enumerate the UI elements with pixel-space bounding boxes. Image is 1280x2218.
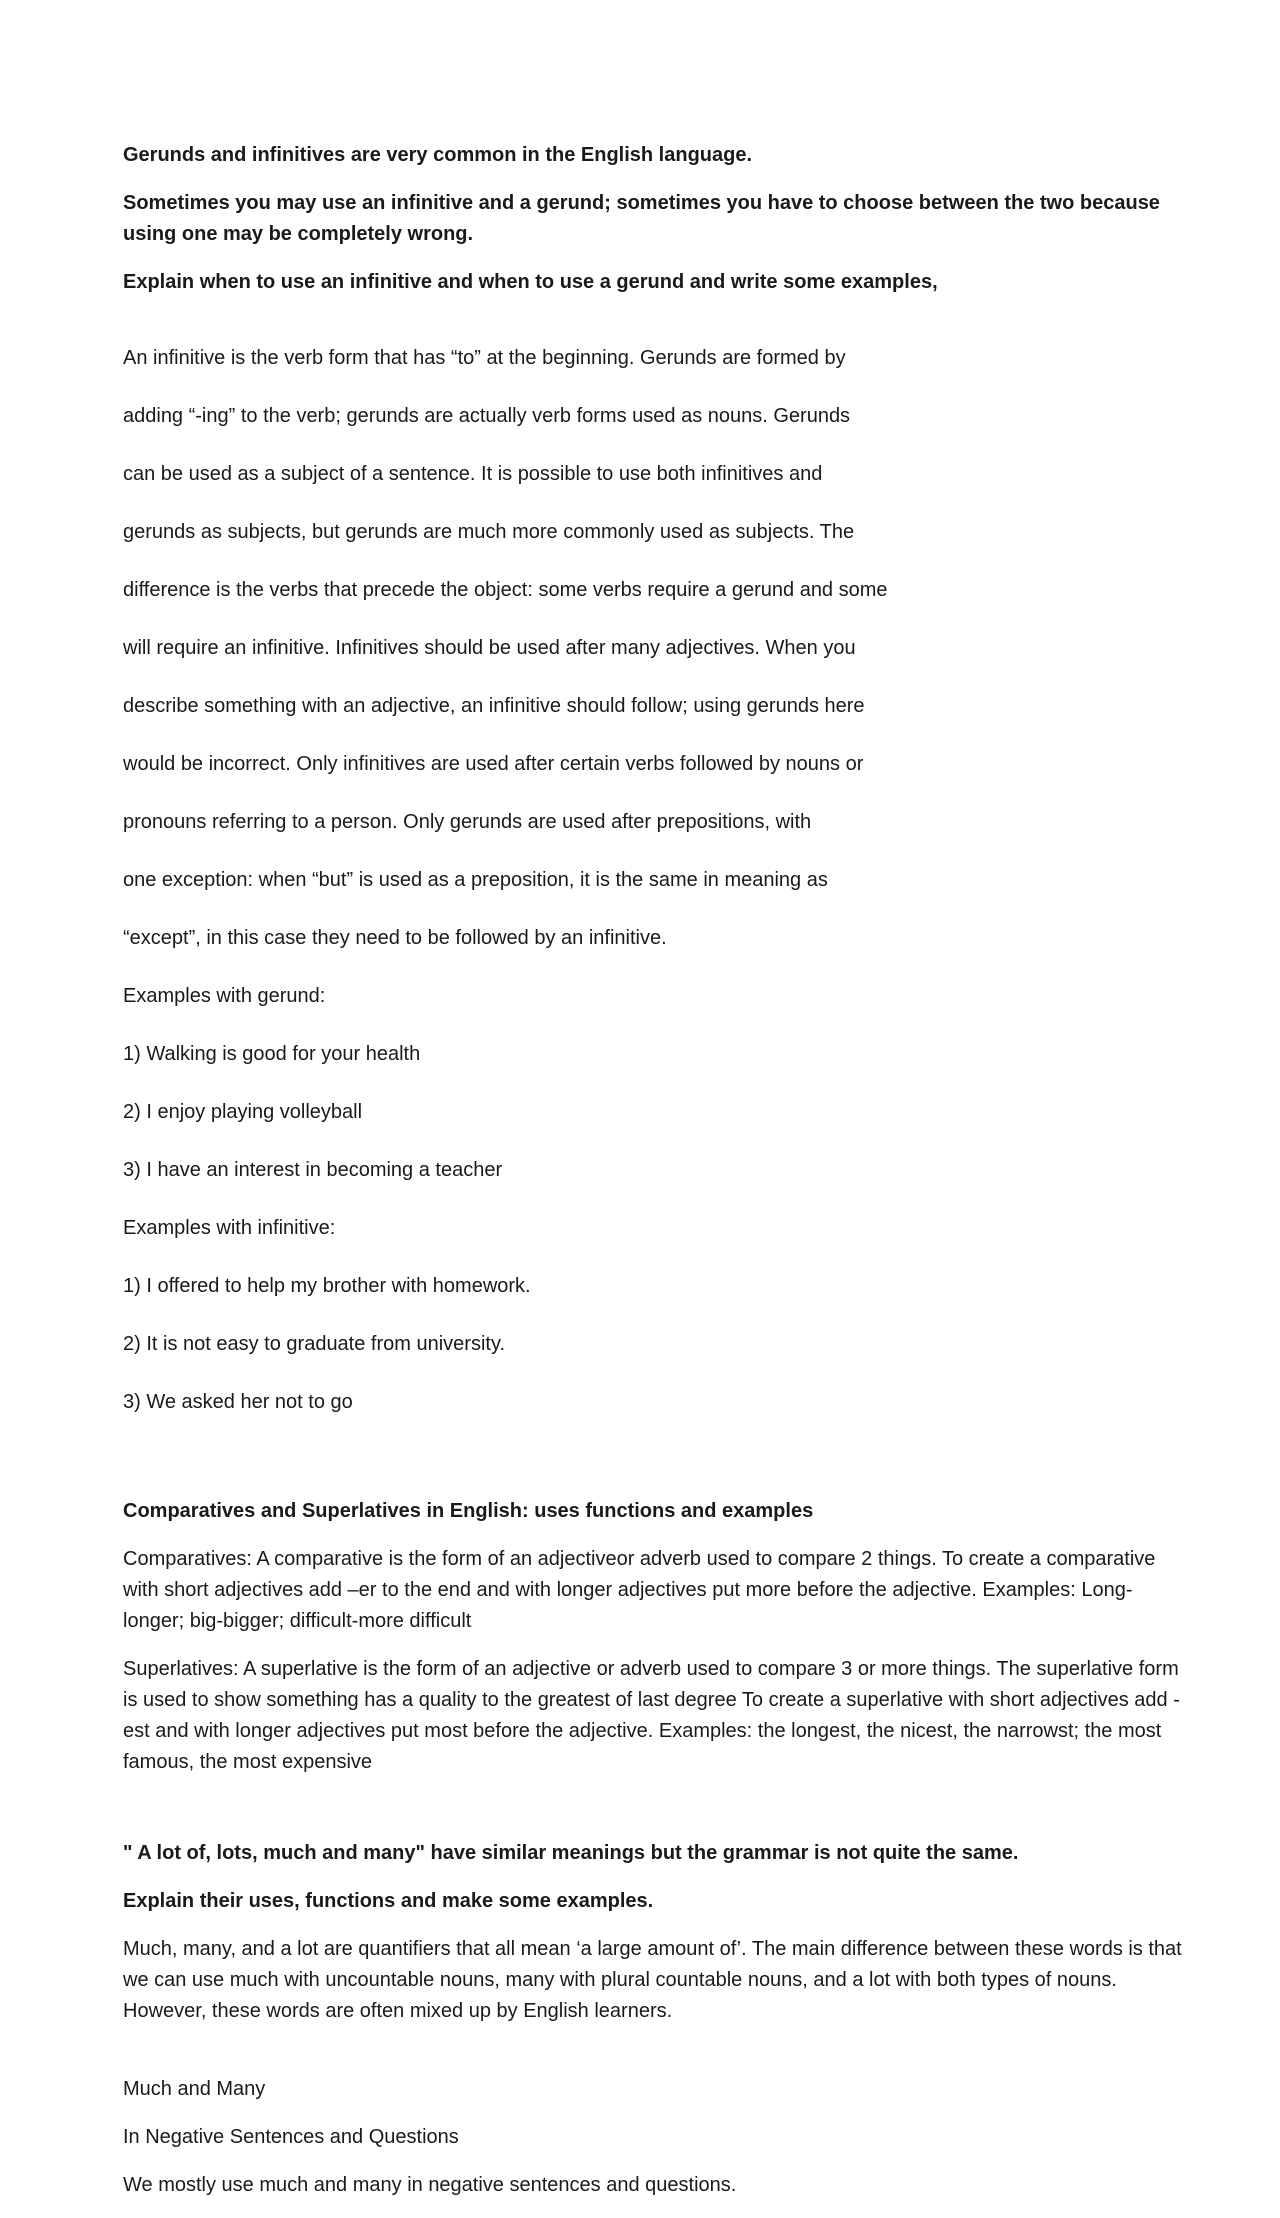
- comparatives-paragraph: Comparatives: A comparative is the form of an adjectiveor adverb used to compare 2 things. To create a comparative with short adjectives add –er to the end and with longer adjectives put more before the adjective. Examples: Long-longer; big-bigger; difficult-more difficult: [123, 1548, 1156, 1632]
- section1-heading-2: Sometimes you may use an infinitive and a gerund; sometimes you have to choose between the two because using one may be completely wrong.: [123, 192, 1160, 245]
- much-many-subheading: Much and Many: [123, 2078, 266, 2100]
- section3-heading-2: Explain their uses, functions and make some examples.: [123, 1890, 654, 1912]
- gerund-example-item: 3) I have an interest in becoming a teacher: [123, 1159, 503, 1181]
- section1-heading-1: Gerunds and infinitives are very common in the English language.: [123, 144, 753, 166]
- answer-line: “except”, in this case they need to be followed by an infinitive.: [123, 927, 667, 949]
- quantifiers-paragraph: Much, many, and a lot are quantifiers that all mean ‘a large amount of’. The main difference between these words is that we can use much with uncountable nouns, many with plural countable nouns, and a lot with both types of nouns. However, these words are often mixed up by English learners.: [123, 1938, 1182, 2022]
- gerund-example-item: 2) I enjoy playing volleyball: [123, 1101, 363, 1123]
- negative-questions-subheading: In Negative Sentences and Questions: [123, 2126, 459, 2148]
- section-gap: [123, 1446, 1183, 1496]
- section3-heading-1: " A lot of, lots, much and many" have similar meanings but the grammar is not quite the same.: [123, 1842, 1019, 1864]
- section-gap: [123, 2044, 1183, 2074]
- infinitive-example-item: 1) I offered to help my brother with homework.: [123, 1275, 531, 1297]
- answer-line: pronouns referring to a person. Only gerunds are used after prepositions, with: [123, 811, 812, 833]
- final-sentence: We mostly use much and many in negative sentences and questions.: [123, 2174, 737, 2196]
- answer-line: would be incorrect. Only infinitives are used after certain verbs followed by nouns or: [123, 753, 864, 775]
- infinitive-example-item: 2) It is not easy to graduate from university.: [123, 1333, 506, 1355]
- section1-heading-3: Explain when to use an infinitive and when to use a gerund and write some examples,: [123, 271, 938, 293]
- gerund-examples-label: Examples with gerund:: [123, 985, 326, 1007]
- infinitive-example-item: 3) We asked her not to go: [123, 1391, 353, 1413]
- section-gap: [123, 1795, 1183, 1838]
- answer-line: difference is the verbs that precede the object: some verbs require a gerund and some: [123, 579, 888, 601]
- gerund-infinitive-answer: [123, 315, 1183, 1446]
- answer-line: one exception: when “but” is used as a preposition, it is the same in meaning as: [123, 869, 828, 891]
- superlatives-paragraph: Superlatives: A superlative is the form of an adjective or adverb used to compare 3 or more things. The superlative form is used to show something has a quality to the greatest of last degree To create a superlative with short adjectives add -est and with longer adjectives put most before the adjective. Examples: the longest, the nicest, the narrowst; the most famous, the most expensive: [123, 1658, 1180, 1773]
- gerund-example-item: 1) Walking is good for your health: [123, 1043, 421, 1065]
- answer-line: An infinitive is the verb form that has “to” at the beginning. Gerunds are formed by: [123, 347, 846, 369]
- section2-heading: Comparatives and Superlatives in English: uses functions and examples: [123, 1500, 814, 1522]
- infinitive-examples-label: Examples with infinitive:: [123, 1217, 336, 1239]
- document-page: [123, 140, 1183, 2218]
- answer-line: adding “-ing” to the verb; gerunds are actually verb forms used as nouns. Gerunds: [123, 405, 851, 427]
- answer-line: gerunds as subjects, but gerunds are much more commonly used as subjects. The: [123, 521, 855, 543]
- answer-line: will require an infinitive. Infinitives should be used after many adjectives. When you: [123, 637, 856, 659]
- answer-line: describe something with an adjective, an infinitive should follow; using gerunds here: [123, 695, 865, 717]
- answer-line: can be used as a subject of a sentence. It is possible to use both infinitives and: [123, 463, 823, 485]
